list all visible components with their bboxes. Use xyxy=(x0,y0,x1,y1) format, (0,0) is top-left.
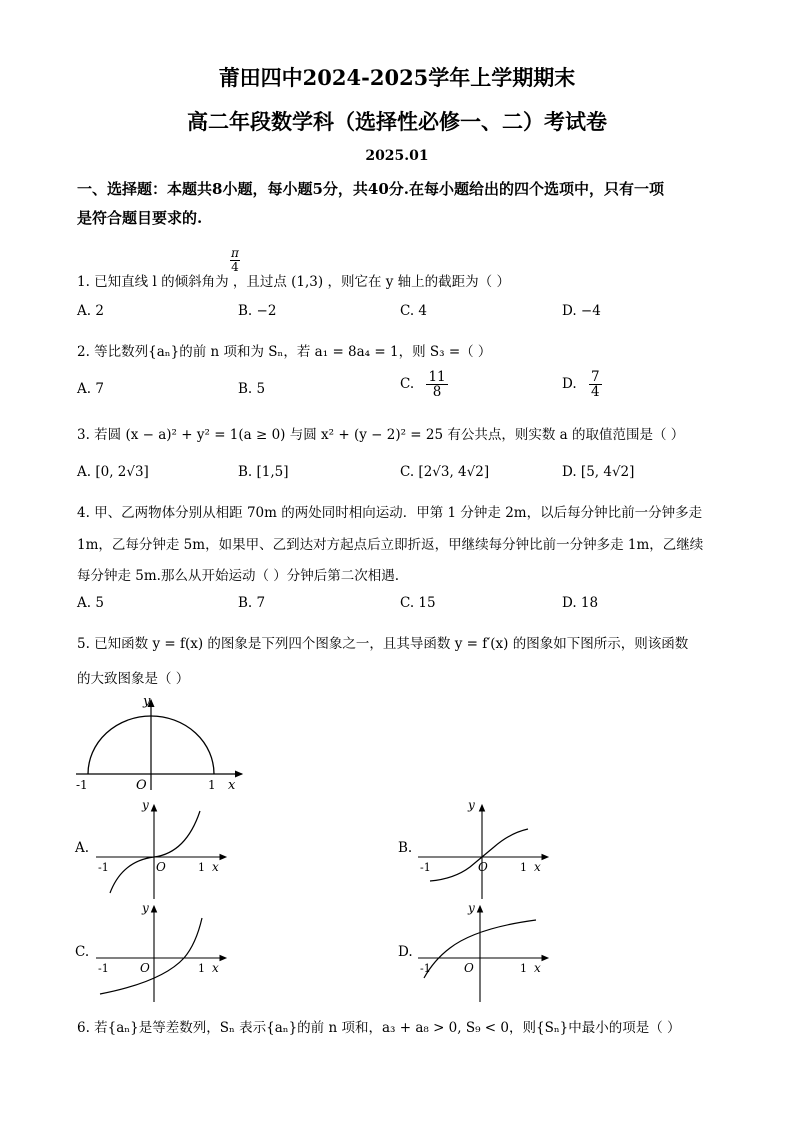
x-axis-label: x xyxy=(212,860,219,874)
derivative-graph xyxy=(70,690,250,794)
q5-choice-b-label: B. xyxy=(398,840,413,856)
q1-fraction-denominator: 4 xyxy=(231,260,239,275)
q5-choice-c-label: C. xyxy=(75,944,90,960)
y-axis-label: y xyxy=(142,798,149,812)
q1-fraction-numerator: π xyxy=(231,246,239,260)
question-1-text: 1. 已知直线 l 的倾斜角为 ，且过点 (1,3) ，则它在 y 轴上的截距为（ ） xyxy=(77,274,510,290)
q3-option-d: D. [5, 4√2] xyxy=(562,464,635,480)
question-6-text: 6. 若{aₙ}是等差数列，Sₙ 表示{aₙ}的前 n 项和，a₃ + a₈ > 0, S₉ < 0，则{Sₙ}中最小的项是（ ） xyxy=(77,1020,681,1036)
tick-label-neg1: -1 xyxy=(420,962,431,975)
q2-option-a: A. 7 xyxy=(77,381,104,397)
q2-option-c-label: C. xyxy=(400,376,415,393)
tick-label-1: 1 xyxy=(520,962,527,975)
tick-label-1: 1 xyxy=(520,861,527,874)
tick-label-1: 1 xyxy=(198,962,205,975)
question-3-text: 3. 若圆 (x − a)² + y² = 1(a ≥ 0) 与圆 x² + (y − 2)² = 25 有公共点，则实数 a 的取值范围是（ ） xyxy=(77,427,685,443)
exam-title-subject: 高二年段数学科（选择性必修一、二）考试卷 xyxy=(187,109,607,134)
origin-label: O xyxy=(136,778,147,793)
q2-option-d-label: D. xyxy=(562,376,577,393)
origin-label: O xyxy=(156,860,166,874)
choice-d-graph xyxy=(414,898,554,1004)
tick-label-neg1: -1 xyxy=(76,778,88,792)
tick-label-1: 1 xyxy=(208,778,216,792)
q5-choice-a-label: A. xyxy=(75,840,90,856)
y-axis-label: y xyxy=(468,901,475,915)
x-axis-label: x xyxy=(228,778,236,793)
tick-label-neg1: -1 xyxy=(98,962,109,975)
q2-option-d-numerator: 7 xyxy=(590,369,600,385)
q1-option-d: D. −4 xyxy=(562,303,601,319)
q1-option-a: A. 2 xyxy=(77,303,104,319)
x-axis-label: x xyxy=(212,961,219,975)
q3-option-b: B. [1,5] xyxy=(238,464,289,480)
q4-option-d: D. 18 xyxy=(562,595,599,611)
x-axis-label: x xyxy=(534,961,541,975)
question-5-line1: 5. 已知函数 y = f(x) 的图象是下列四个图象之一，且其导函数 y = f′(x) 的图象如下图所示，则该函数 xyxy=(77,636,689,652)
function-curve xyxy=(100,918,202,994)
function-curve xyxy=(110,811,200,893)
section-heading-line2: 是符合题目要求的. xyxy=(77,209,203,227)
q2-option-d xyxy=(562,370,602,399)
q5-choice-d-label: D. xyxy=(398,944,413,960)
q2-option-c-numerator: 11 xyxy=(428,369,446,385)
origin-label: O xyxy=(478,860,488,874)
y-axis-label: y xyxy=(142,901,149,915)
question-4-line3: 每分钟走 5m.那么从开始运动（ ）分钟后第二次相遇. xyxy=(77,568,400,584)
exam-title-school: 莆田四中2024-2025学年上学期期末 xyxy=(218,65,576,90)
question-4-line2: 1m，乙每分钟走 5m，如果甲、乙到达对方起点后立即折返，甲继续每分钟比前一分钟多走 1m，乙继续 xyxy=(77,537,704,553)
exam-date: 2025.01 xyxy=(365,148,429,164)
q2-option-c-denominator: 8 xyxy=(432,384,442,401)
section-heading-line1: 一、选择题：本题共8小题，每小题5分，共40分.在每小题给出的四个选项中，只有一项 xyxy=(77,180,664,198)
choice-b-graph xyxy=(414,795,554,901)
q3-option-c: C. [2√3, 4√2] xyxy=(400,464,490,480)
origin-label: O xyxy=(140,961,150,975)
question-2-text: 2. 等比数列{aₙ}的前 n 项和为 Sₙ，若 a₁ = 8a₄ = 1，则 S₃ =（ ） xyxy=(77,344,492,360)
question-4-line1: 4. 甲、乙两物体分别从相距 70m 的两处同时相向运动．甲第 1 分钟走 2m，以后每分钟比前一分钟多走 xyxy=(77,505,703,521)
question-5-line2: 的大致图象是（ ） xyxy=(77,671,190,687)
y-axis-label: y xyxy=(468,798,475,812)
q3-option-a: A. [0, 2√3] xyxy=(77,464,149,480)
q4-option-c: C. 15 xyxy=(400,595,436,611)
q4-option-a: A. 5 xyxy=(77,595,104,611)
tick-label-neg1: -1 xyxy=(420,861,431,874)
q4-option-b: B. 7 xyxy=(238,595,266,611)
q1-option-b: B. −2 xyxy=(238,303,277,319)
q2-option-b: B. 5 xyxy=(238,381,266,397)
q2-option-c xyxy=(400,370,448,399)
y-axis-label: y xyxy=(143,694,151,709)
q2-option-c-fraction xyxy=(426,370,447,399)
q1-option-c: C. 4 xyxy=(400,303,428,319)
tick-label-1: 1 xyxy=(198,861,205,874)
x-axis-label: x xyxy=(534,860,541,874)
origin-label: O xyxy=(464,961,474,975)
choice-c-graph xyxy=(92,898,232,1004)
q2-option-d-denominator: 4 xyxy=(590,384,600,401)
tick-label-neg1: -1 xyxy=(98,861,109,874)
q2-option-d-fraction xyxy=(589,370,602,399)
choice-a-graph xyxy=(92,795,232,901)
